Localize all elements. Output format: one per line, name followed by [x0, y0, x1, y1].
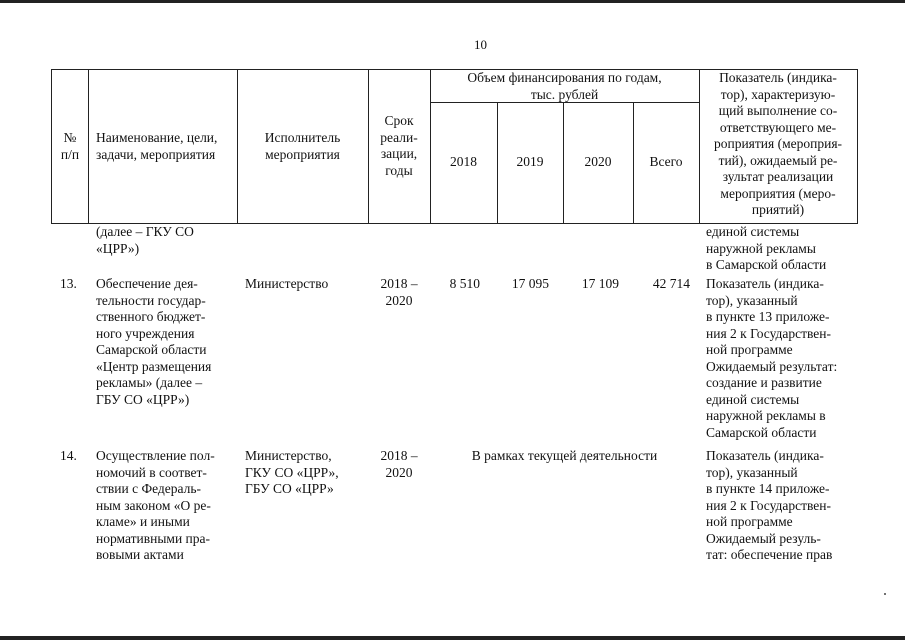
continuation-indicator: единой системы наружной рекламы в Самарской области — [706, 224, 827, 272]
row-13-term: 2018 – 2020 — [380, 276, 418, 308]
header-name: Наименование, цели, задачи, мероприятия — [96, 130, 218, 162]
row-13-2018: 8 510 — [449, 276, 480, 291]
header-indicator: Показатель (индика- тор), характеризую- щий выполнение со- ответствующего ме- роприятия (мероприя- тий), ожидаемый ре- зультат реализации мероприятия (меро- приятий) — [713, 70, 843, 217]
row-13-executor: Министерство — [245, 276, 329, 291]
page-number: 10 — [474, 37, 487, 52]
scan-bottom-border — [0, 636, 905, 640]
col-border-9 — [857, 69, 858, 224]
row-13-total: 42 714 — [652, 276, 690, 291]
scan-speck — [884, 593, 886, 595]
row-13-indicator: Показатель (индика- тор), указанный в пункте 13 приложе- ния 2 к Государствен- ной программе Ожидаемый результат: создание и развитие единой системы наружной рекламы в Самарской области — [706, 276, 838, 440]
scan-top-border — [0, 0, 905, 3]
row-13-2020: 17 109 — [581, 276, 619, 291]
row-14-num: 14. — [60, 448, 77, 463]
row-14-term: 2018 – 2020 — [380, 448, 418, 480]
header-total: Всего — [649, 154, 683, 169]
row-14-name: Осуществление пол- номочий в соответ- ствии с Федераль- ным законом «О ре- кламе» и иными нормативными пра- вовыми актами — [96, 448, 215, 562]
row-14-indicator: Показатель (индика- тор), указанный в пункте 14 приложе- ния 2 к Государствен- ной программе Ожидаемый резуль- тат: обеспечение прав — [706, 448, 833, 562]
row-14-funding-note: В рамках текущей деятельности — [471, 448, 658, 463]
header-executor: Исполнитель мероприятия — [264, 130, 341, 162]
row-14-executor: Министерство, ГКУ СО «ЦРР», ГБУ СО «ЦРР» — [245, 448, 339, 496]
header-year-2019: 2019 — [516, 154, 544, 169]
row-13-name: Обеспечение дея- тельности государ- ственного бюджет- ного учреждения Самарской области «Центр размещения рекламы» (далее – ГБУ СО «ЦРР») — [96, 276, 212, 407]
header-year-2020: 2020 — [584, 154, 612, 169]
header-num: № п/п — [60, 130, 80, 162]
header-year-2018: 2018 — [450, 154, 477, 169]
header-funding: Объем финансирования по годам, тыс. рублей — [467, 70, 662, 102]
continuation-name: (далее – ГКУ СО «ЦРР») — [96, 224, 194, 256]
row-13-2019: 17 095 — [511, 276, 549, 291]
row-13-num: 13. — [60, 276, 77, 291]
header-term: Срок реали- зации, годы — [380, 113, 418, 178]
